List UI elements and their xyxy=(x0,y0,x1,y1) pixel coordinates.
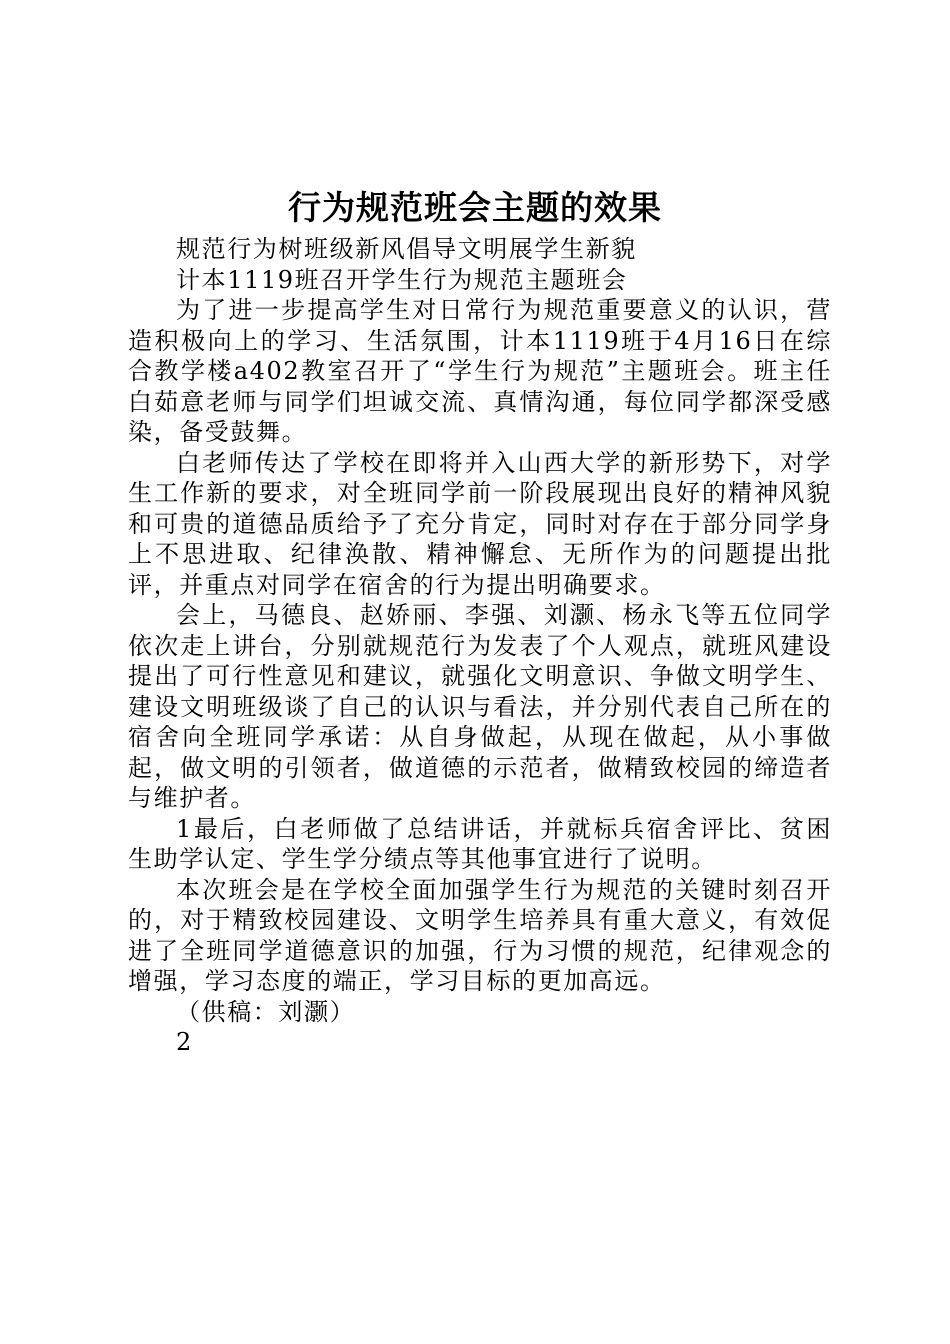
headline-line: 计本1119班召开学生行为规范主题班会 xyxy=(176,265,628,294)
document-title: 行为规范班会主题的效果 xyxy=(288,188,662,227)
paragraph-2: 白老师传达了学校在即将并入山西大学的新形势下，对学生工作新的要求，对全班同学前一阶段展现出良好的精神风貌和可贵的道德品质给予了充分肯定，同时对存在于部分同学身上不思进取、纪律涣散、精神懈怠、无所作为的问题提出批评，并重点对同学在宿舍的行为提出明确要求。 xyxy=(128,448,832,599)
paragraph-4: 1最后，白老师做了总结讲话，并就标兵宿舍评比、贫困生助学认定、学生学分绩点等其他事宜进行了说明。 xyxy=(128,814,832,873)
subtitle-line: 规范行为树班级新风倡导文明展学生新貌 xyxy=(176,235,637,263)
paragraph-3: 会上，马德良、赵娇丽、李强、刘灏、杨永飞等五位同学依次走上讲台，分别就规范行为发表了个人观点，就班风建设提出了可行性意见和建议，就强化文明意识、争做文明学生、建设文明班级谈了自己的认识与看法，并分别代表自己所在的宿舍向全班同学承诺：从自身做起，从现在做起，从小事做起，做文明的引领者，做道德的示范者，做精致校园的缔造者与维护者。 xyxy=(128,601,832,812)
document-body xyxy=(128,234,832,1058)
page-number: 2 xyxy=(176,1028,193,1056)
contributor-credit: （供稿：刘灏） xyxy=(176,997,356,1026)
paragraph-5: 本次班会是在学校全面加强学生行为规范的关键时刻召开的，对于精致校园建设、文明学生培养具有重大意义，有效促进了全班同学道德意识的加强，行为习惯的规范，纪律观念的增强，学习态度的端正，学习目标的更加高远。 xyxy=(128,875,832,995)
paragraph-1: 为了进一步提高学生对日常行为规范重要意义的认识，营造积极向上的学习、生活氛围，计本1119班于4月16日在综合教学楼a402教室召开了“学生行为规范”主题班会。班主任白茹意老师与同学们坦诚交流、真情沟通，每位同学都深受感染，备受鼓舞。 xyxy=(128,296,832,446)
